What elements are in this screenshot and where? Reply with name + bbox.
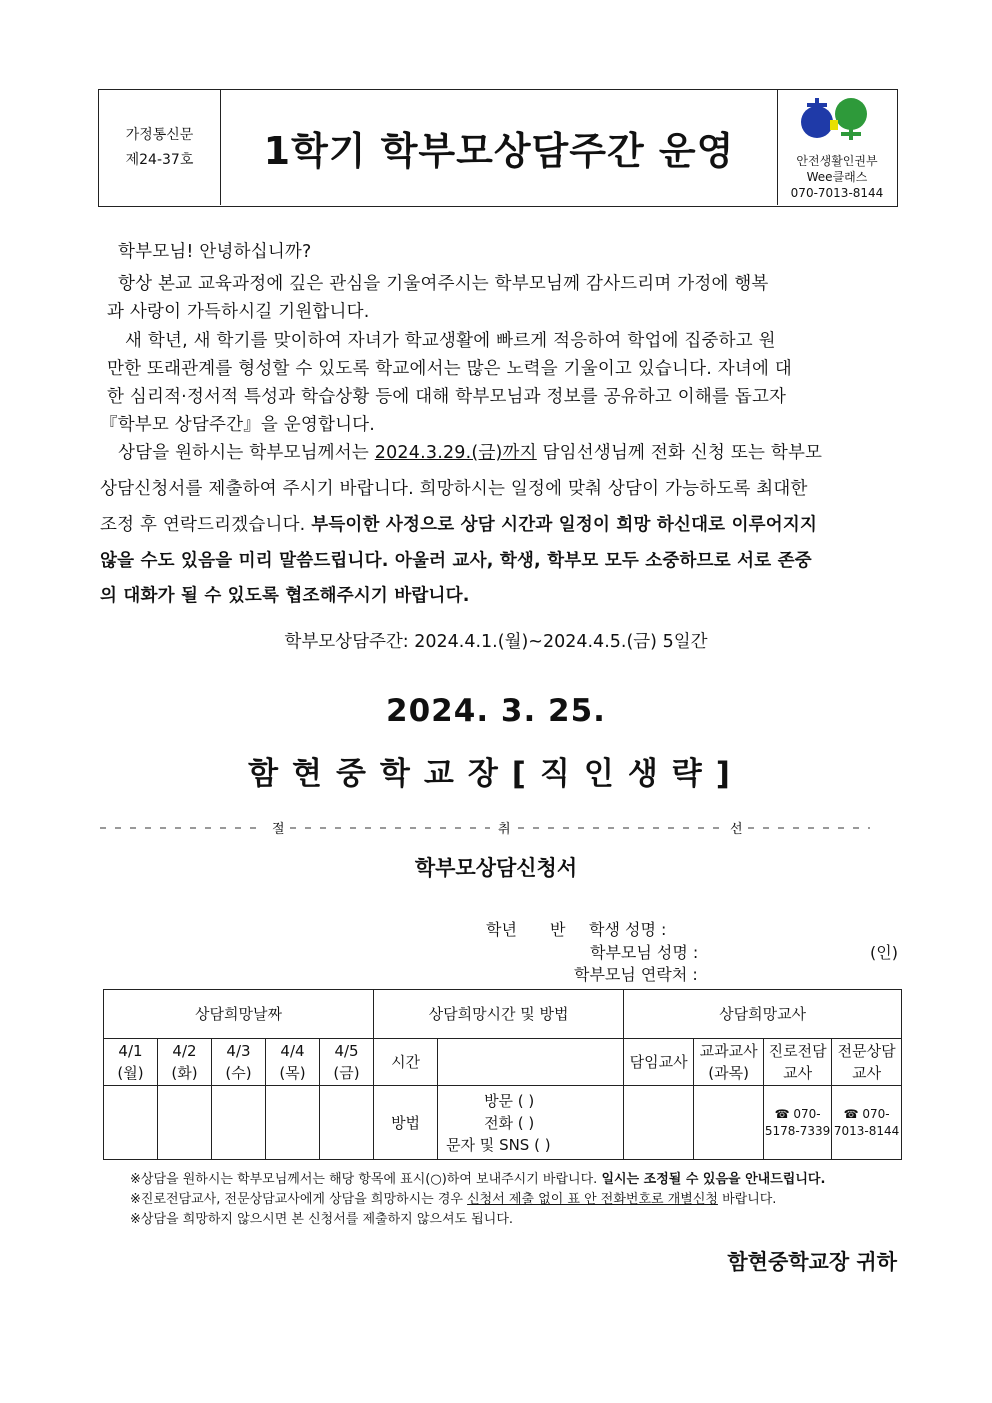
teacher-subject: 교과교사 (과목) (694, 1039, 764, 1086)
greeting: 학부모님! 안녕하십니까? (118, 242, 312, 262)
method-label: 방법 (374, 1086, 438, 1160)
paragraph-2-line-1: 새 학년, 새 학기를 맞이하여 자녀가 학교생활에 빠르게 적응하여 학업에 집중하고 원 (125, 331, 776, 351)
paragraph-3-line-2: 상담신청서를 제출하여 주시기 바랍니다. 희망하시는 일정에 맞춰 상담이 가능하도록 최대한 (100, 479, 808, 499)
note-1-bold: 일시는 조정될 수 있음을 안내드립니다. (601, 1172, 826, 1187)
day-4-1-mark-cell[interactable] (104, 1086, 158, 1160)
day-4-4: 4/4 (목) (266, 1039, 320, 1086)
application-deadline: 2024.3.29.(금)까지 (374, 443, 537, 463)
signoff: 함현중학교장 귀하 (727, 1250, 897, 1274)
cut-label-1: 절 (272, 822, 285, 837)
paragraph-1-line-2: 과 사랑이 가득하시길 기원합니다. (107, 302, 370, 322)
day-4-5: 4/5 (금) (320, 1039, 374, 1086)
day-4-4-mark-cell[interactable] (266, 1086, 320, 1160)
cut-label-3: 선 (730, 822, 743, 837)
paragraph-2-line-2: 만한 또래관계를 형성할 수 있도록 학교에서는 많은 노력을 기울이고 있습니다. 자녀에 대 (107, 359, 792, 379)
day-4-5-mark-cell[interactable] (320, 1086, 374, 1160)
method-sns: 문자 및 SNS ( ) (446, 1135, 551, 1154)
method-phone: 전화 ( ) (484, 1113, 535, 1132)
note-1 (130, 1168, 825, 1187)
student-name-field: 학생 성명 : (589, 920, 667, 939)
counseling-request-table (103, 989, 902, 1160)
department-name: 안전생활인권부 (796, 154, 878, 168)
paragraph-3-line-1 (118, 439, 822, 464)
paragraph-3-line-3-start: 조정 후 연락드리겠습니다. (100, 515, 306, 535)
paragraph-3-line-1-start: 상담을 원하시는 학부모님께서는 (118, 443, 369, 463)
paragraph-3-line-3-bold: 부득이한 사정으로 상담 시간과 일정이 희망 하신대로 이루어지지 (311, 515, 818, 535)
note-3: ※상담을 희망하지 않으시면 본 신청서를 제출하지 않으셔도 됩니다. (130, 1212, 514, 1227)
paragraph-3-line-5: 의 대화가 될 수 있도록 협조해주시기 바랍니다. (100, 586, 470, 606)
parent-contact-field: 학부모님 연락처 : (574, 965, 698, 984)
day-4-3: 4/3 (수) (212, 1039, 266, 1086)
counselor-phone-line-2: 7013-8144 (833, 1123, 900, 1138)
paragraph-3-line-4: 않을 수도 있음을 미리 말씀드립니다. 아울러 교사, 학생, 학부모 모두 소중하므로 서로 존중 (100, 551, 812, 571)
class-field: 반 (550, 920, 566, 939)
page-title: 1학기 학부모상담주간 운영 (263, 129, 735, 173)
method-visit: 방문 ( ) (484, 1091, 535, 1110)
teacher-homeroom: 담임교사 (624, 1039, 694, 1086)
homeroom-mark-cell[interactable] (624, 1086, 694, 1160)
time-label: 시간 (374, 1039, 438, 1086)
document-issuer: 함현중학교장[직인생략] (248, 756, 744, 792)
department-phone: 070-7013-8144 (790, 186, 884, 200)
header-teacher: 상담희망교사 (624, 990, 902, 1039)
form-title: 학부모상담신청서 (414, 856, 578, 880)
paragraph-2-line-4: 『학부모 상담주간』을 운영합니다. (100, 415, 376, 435)
teacher-counselor: 전문상담 교사 (832, 1039, 902, 1086)
day-4-2-mark-cell[interactable] (158, 1086, 212, 1160)
subject-mark-cell[interactable] (694, 1086, 764, 1160)
method-options-cell[interactable] (438, 1086, 624, 1160)
career-phone-cell (764, 1086, 832, 1160)
time-input-cell[interactable] (438, 1039, 624, 1086)
note-2-end: 바랍니다. (722, 1192, 777, 1207)
note-2-text: ※진로전담교사, 전문상담교사에게 상담을 희망하시는 경우 (130, 1192, 463, 1207)
note-2-underlined: 신청서 제출 없이 표 안 전화번호로 개별신청 (467, 1192, 718, 1207)
wee-class-logo-icon (800, 96, 874, 144)
header-time-method: 상담희망시간 및 방법 (374, 990, 624, 1039)
counseling-period: 학부모상담주간: 2024.4.1.(월)~2024.4.5.(금) 5일간 (284, 632, 708, 652)
paragraph-3-line-3 (100, 511, 817, 536)
cut-line (100, 818, 870, 838)
document-header (98, 89, 898, 207)
grade-field: 학년 (486, 920, 517, 939)
career-phone-line-2: 5178-7339 (764, 1123, 831, 1138)
parent-name-field: 학부모님 성명 : (590, 943, 699, 962)
paragraph-3-line-1-end: 담임선생님께 전화 신청 또는 학부모 (542, 443, 823, 463)
teacher-career: 진로전담 교사 (764, 1039, 832, 1086)
document-number: 제24-37호 (125, 151, 194, 168)
header-date: 상담희망날짜 (104, 990, 374, 1039)
counselor-phone-line-1: ☎ 070- (843, 1106, 890, 1121)
counselor-phone-cell (832, 1086, 902, 1160)
wee-class-label: Wee클래스 (806, 170, 868, 184)
document-id-box (99, 90, 221, 205)
seal-mark: (인) (870, 943, 898, 962)
note-2 (130, 1188, 776, 1207)
day-4-3-mark-cell[interactable] (212, 1086, 266, 1160)
cut-label-2: 취 (498, 822, 511, 837)
paragraph-2-line-3: 한 심리적·정서적 특성과 학습상황 등에 대해 학부모님과 정보를 공유하고 이해를 돕고자 (107, 387, 787, 407)
department-box (777, 90, 897, 205)
day-4-2: 4/2 (화) (158, 1039, 212, 1086)
paragraph-1-line-1: 항상 본교 교육과정에 깊은 관심을 기울여주시는 학부모님께 감사드리며 가정에 행복 (118, 274, 769, 294)
document-type: 가정통신문 (125, 126, 194, 143)
career-phone-line-1: ☎ 070- (774, 1106, 821, 1121)
document-date: 2024. 3. 25. (386, 693, 606, 729)
note-1-text: ※상담을 원하시는 학부모님께서는 해당 항목에 표시(○)하여 보내주시기 바랍니다. (130, 1172, 598, 1187)
day-4-1: 4/1 (월) (104, 1039, 158, 1086)
